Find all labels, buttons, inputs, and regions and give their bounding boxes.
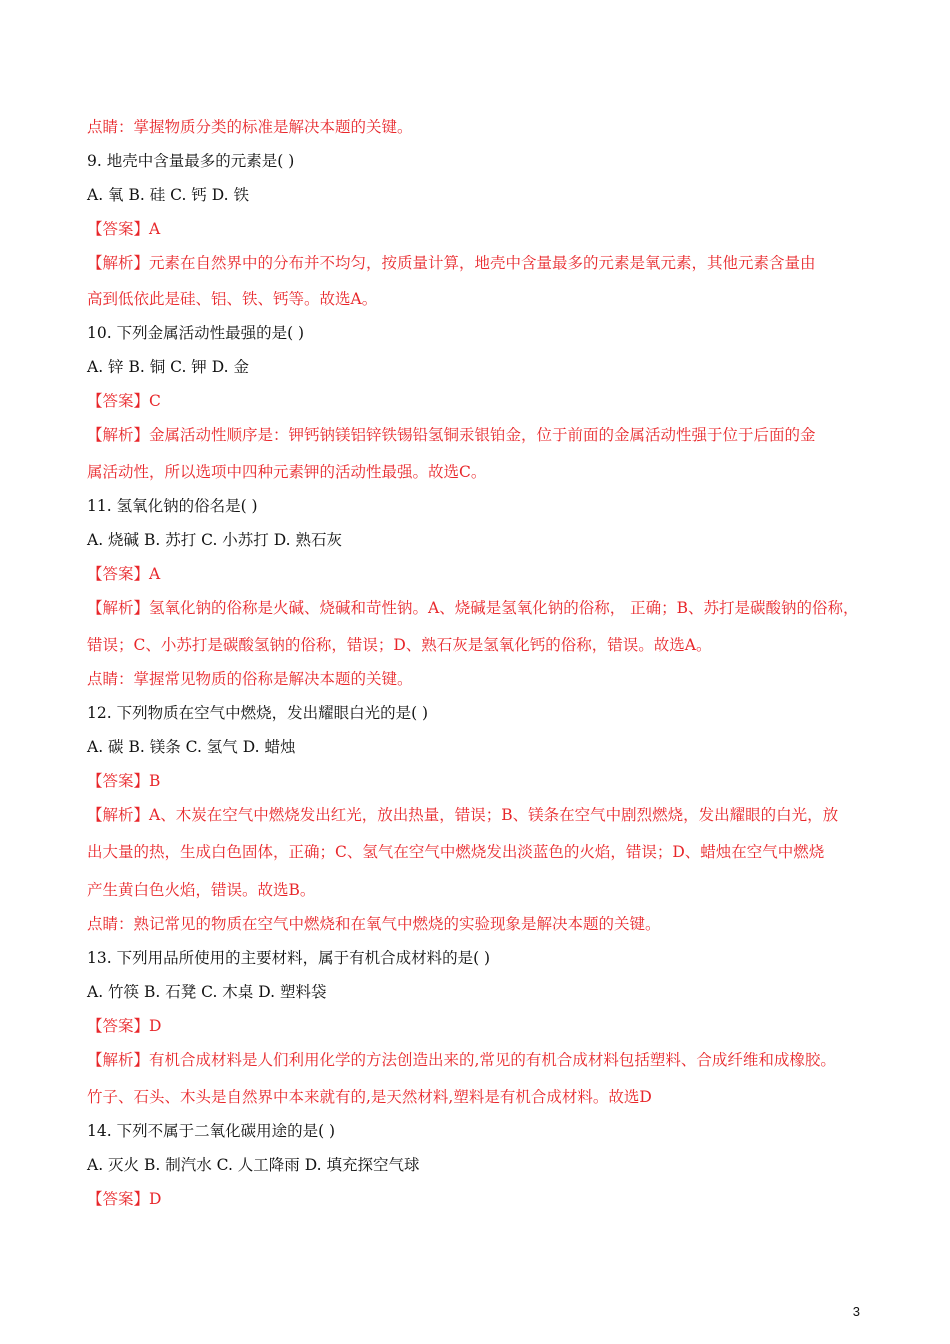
question-13-explanation: 【解析】有机合成材料是人们利用化学的方法创造出来的,常见的有机合成材料包括塑料、合成纤维和成橡胶。 bbox=[87, 1051, 836, 1069]
question-12-explanation: 【解析】A、木炭在空气中燃烧发出红光，放出热量，错误；B、镁条在空气中剧烈燃烧，发出耀眼的白光，放 bbox=[87, 806, 839, 824]
question-14-options: A. 灭火 B. 制汽水 C. 人工降雨 D. 填充探空气球 bbox=[87, 1156, 420, 1174]
question-10-explanation: 【解析】金属活动性顺序是：钾钙钠镁铝锌铁锡铅氢铜汞银铂金，位于前面的金属活动性强于位于后面的金 bbox=[87, 426, 816, 444]
question-13-options: A. 竹筷 B. 石凳 C. 木桌 D. 塑料袋 bbox=[87, 983, 327, 1001]
question-13-explanation-cont: 竹子、石头、木头是自然界中本来就有的,是天然材料,塑料是有机合成材料。故选D bbox=[87, 1088, 652, 1106]
hint-line: 点睛：掌握物质分类的标准是解决本题的关键。 bbox=[87, 118, 413, 136]
question-9: 9. 地壳中含量最多的元素是( ) bbox=[87, 152, 295, 170]
question-11: 11. 氢氧化钠的俗名是( ) bbox=[87, 497, 258, 515]
question-11-explanation-cont: 错误；C、小苏打是碳酸氢钠的俗称，错误；D、熟石灰是氢氧化钙的俗称，错误。故选A。 bbox=[87, 636, 712, 654]
question-12-hint: 点睛：熟记常见的物质在空气中燃烧和在氧气中燃烧的实验现象是解决本题的关键。 bbox=[87, 915, 661, 933]
question-10-options: A. 锌 B. 铜 C. 钾 D. 金 bbox=[87, 358, 249, 376]
question-14-answer: 【答案】D bbox=[87, 1190, 162, 1208]
question-10: 10. 下列金属活动性最强的是( ) bbox=[87, 324, 305, 342]
question-11-hint: 点睛：掌握常见物质的俗称是解决本题的关键。 bbox=[87, 670, 413, 688]
question-12-answer: 【答案】B bbox=[87, 772, 161, 790]
question-10-explanation-cont: 属活动性，所以选项中四种元素钾的活动性最强。故选C。 bbox=[87, 463, 487, 481]
question-12-explanation-end: 产生黄白色火焰，错误。故选B。 bbox=[87, 881, 316, 899]
question-9-options: A. 氧 B. 硅 C. 钙 D. 铁 bbox=[87, 186, 249, 204]
question-9-answer: 【答案】A bbox=[87, 220, 161, 238]
page-number: 3 bbox=[852, 1304, 860, 1319]
question-12: 12. 下列物质在空气中燃烧，发出耀眼白光的是( ) bbox=[87, 704, 429, 722]
question-12-explanation-cont: 出大量的热，生成白色固体，正确；C、氢气在空气中燃烧发出淡蓝色的火焰，错误；D、蜡烛在空气中燃烧 bbox=[87, 843, 825, 861]
question-10-answer: 【答案】C bbox=[87, 392, 161, 410]
question-14: 14. 下列不属于二氧化碳用途的是( ) bbox=[87, 1122, 336, 1140]
question-11-explanation: 【解析】氢氧化钠的俗称是火碱、烧碱和苛性钠。A、烧碱是氢氧化钠的俗称， 正确；B、苏打是碳酸钠的俗称， bbox=[87, 599, 859, 617]
question-9-explanation-cont: 高到低依此是硅、铝、铁、钙等。故选A。 bbox=[87, 290, 378, 308]
question-13-answer: 【答案】D bbox=[87, 1017, 162, 1035]
question-11-answer: 【答案】A bbox=[87, 565, 161, 583]
question-11-options: A. 烧碱 B. 苏打 C. 小苏打 D. 熟石灰 bbox=[87, 531, 342, 549]
question-9-explanation: 【解析】元素在自然界中的分布并不均匀，按质量计算，地壳中含量最多的元素是氧元素，其他元素含量由 bbox=[87, 254, 816, 272]
question-13: 13. 下列用品所使用的主要材料，属于有机合成材料的是( ) bbox=[87, 949, 491, 967]
question-12-options: A. 碳 B. 镁条 C. 氢气 D. 蜡烛 bbox=[87, 738, 296, 756]
